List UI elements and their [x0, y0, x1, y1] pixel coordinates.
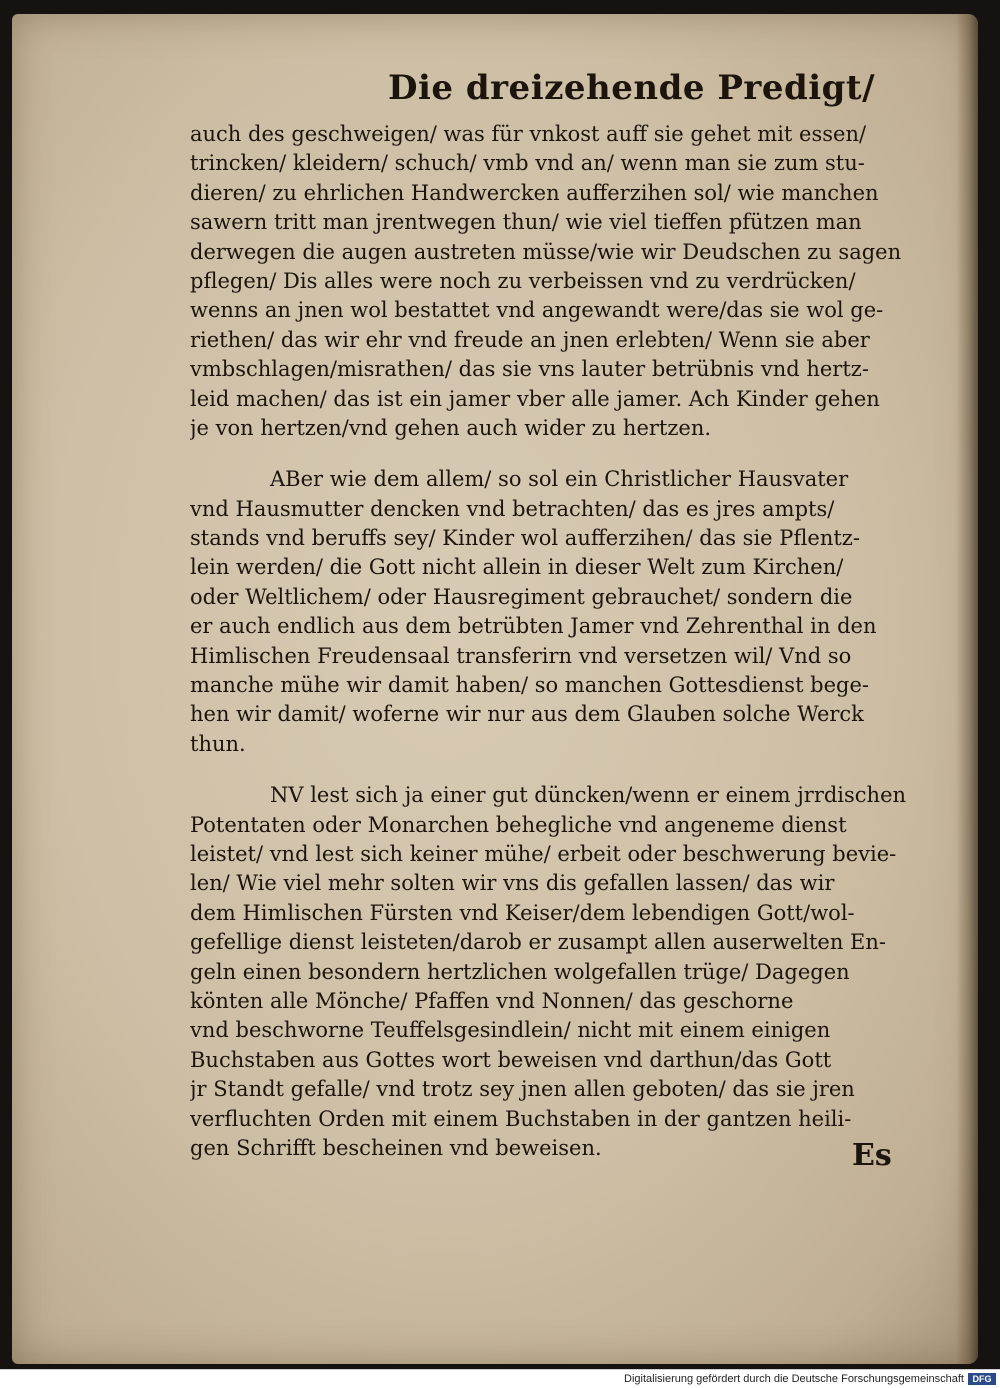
dfg-logo: DFG [968, 1373, 996, 1385]
text-line: hen wir damit/ woferne wir nur aus dem Glauben solche Werck [190, 702, 864, 727]
text-line: je von hertzen/vnd gehen auch wider zu hertzen. [190, 415, 712, 440]
text-line: Buchstaben aus Gottes wort beweisen vnd darthun/das Gott [190, 1047, 832, 1072]
footer-bar [0, 1369, 1000, 1388]
text-line: manche mühe wir damit haben/ so manchen Gottesdienst bege- [190, 673, 870, 698]
text-line: pflegen/ Dis alles were noch zu verbeissen vnd zu verdrücken/ [190, 268, 856, 293]
page-edge-shadow [956, 14, 978, 1364]
text-line: stands vnd beruffs sey/ Kinder wol aufferzihen/ das sie Pflentz- [190, 526, 860, 551]
paragraph [190, 781, 930, 1163]
text-line: gefellige dienst leisteten/darob er zusampt allen auserwelten En- [190, 930, 887, 955]
body-text [190, 120, 930, 1163]
paragraph [190, 465, 930, 759]
text-line: Himlischen Freudensaal transferirn vnd versetzen wil/ Vnd so [190, 643, 852, 668]
text-line: derwegen die augen austreten müsse/wie wir Deudschen zu sagen [190, 239, 902, 264]
text-line: jr Standt gefalle/ vnd trotz sey jnen allen geboten/ das sie jren [190, 1077, 855, 1102]
text-line: wenns an jnen wol bestattet vnd angewandt were/das sie wol ge- [190, 298, 884, 323]
text-line: leistet/ vnd lest sich keiner mühe/ erbeit oder beschwerung bevie- [190, 841, 897, 866]
running-header: Die dreizehende Predigt/ [388, 68, 876, 108]
paragraph [190, 120, 930, 443]
text-line: dem Himlischen Fürsten vnd Keiser/dem lebendigen Gott/wol- [190, 900, 855, 925]
text-line: auch des geschweigen/ was für vnkost auff sie gehet mit essen/ [190, 122, 867, 146]
paragraph-gap [190, 759, 930, 781]
text-line: leid machen/ das ist ein jamer vber alle jamer. Ach Kinder gehen [190, 386, 880, 411]
text-line: Potentaten oder Monarchen behegliche vnd angeneme dienst [190, 812, 847, 837]
text-line: lein werden/ die Gott nicht allein in dieser Welt zum Kirchen/ [190, 555, 844, 580]
text-line: vnd Hausmutter dencken vnd betrachten/ das es jres ampts/ [190, 496, 835, 521]
paragraph-gap [190, 443, 930, 465]
text-line: thun. [190, 731, 246, 756]
catchword: Es [852, 1138, 892, 1173]
text-line: riethen/ das wir ehr vnd freude an jnen erlebten/ Wenn sie aber [190, 327, 870, 352]
funding-credit: Digitalisierung gefördert durch die Deutsche Forschungsgemeinschaft [624, 1373, 964, 1385]
text-line: oder Weltlichem/ oder Hausregiment gebrauchet/ sondern die [190, 584, 853, 609]
text-line: gen Schrifft bescheinen vnd beweisen. [190, 1135, 602, 1160]
text-line: dieren/ zu ehrlichen Handwercken aufferzihen sol/ wie manchen [190, 180, 879, 205]
text-line: sawern tritt man jrentwegen thun/ wie viel tieffen pfützen man [190, 210, 862, 235]
text-line: vmbschlagen/misrathen/ das sie vns lauter betrübnis vnd hertz- [190, 357, 869, 382]
text-line: NV lest sich ja einer gut düncken/wenn er einem jrrdischen [270, 783, 907, 808]
text-line: trincken/ kleidern/ schuch/ vmb vnd an/ wenn man sie zum stu- [190, 151, 865, 176]
text-line: vnd beschworne Teuffelsgesindlein/ nicht mit einem einigen [190, 1018, 831, 1043]
text-line: verfluchten Orden mit einem Buchstaben in der gantzen heili- [190, 1106, 852, 1131]
text-line: geln einen besondern hertzlichen wolgefallen trüge/ Dagegen [190, 959, 850, 984]
text-line: len/ Wie viel mehr solten wir vns dis gefallen lassen/ das wir [190, 871, 835, 896]
text-line: er auch endlich aus dem betrübten Jamer vnd Zehrenthal in den [190, 614, 877, 639]
text-line: könten alle Mönche/ Pfaffen vnd Nonnen/ das geschorne [190, 988, 794, 1013]
text-line: ABer wie dem allem/ so sol ein Christlicher Hausvater [270, 467, 849, 492]
